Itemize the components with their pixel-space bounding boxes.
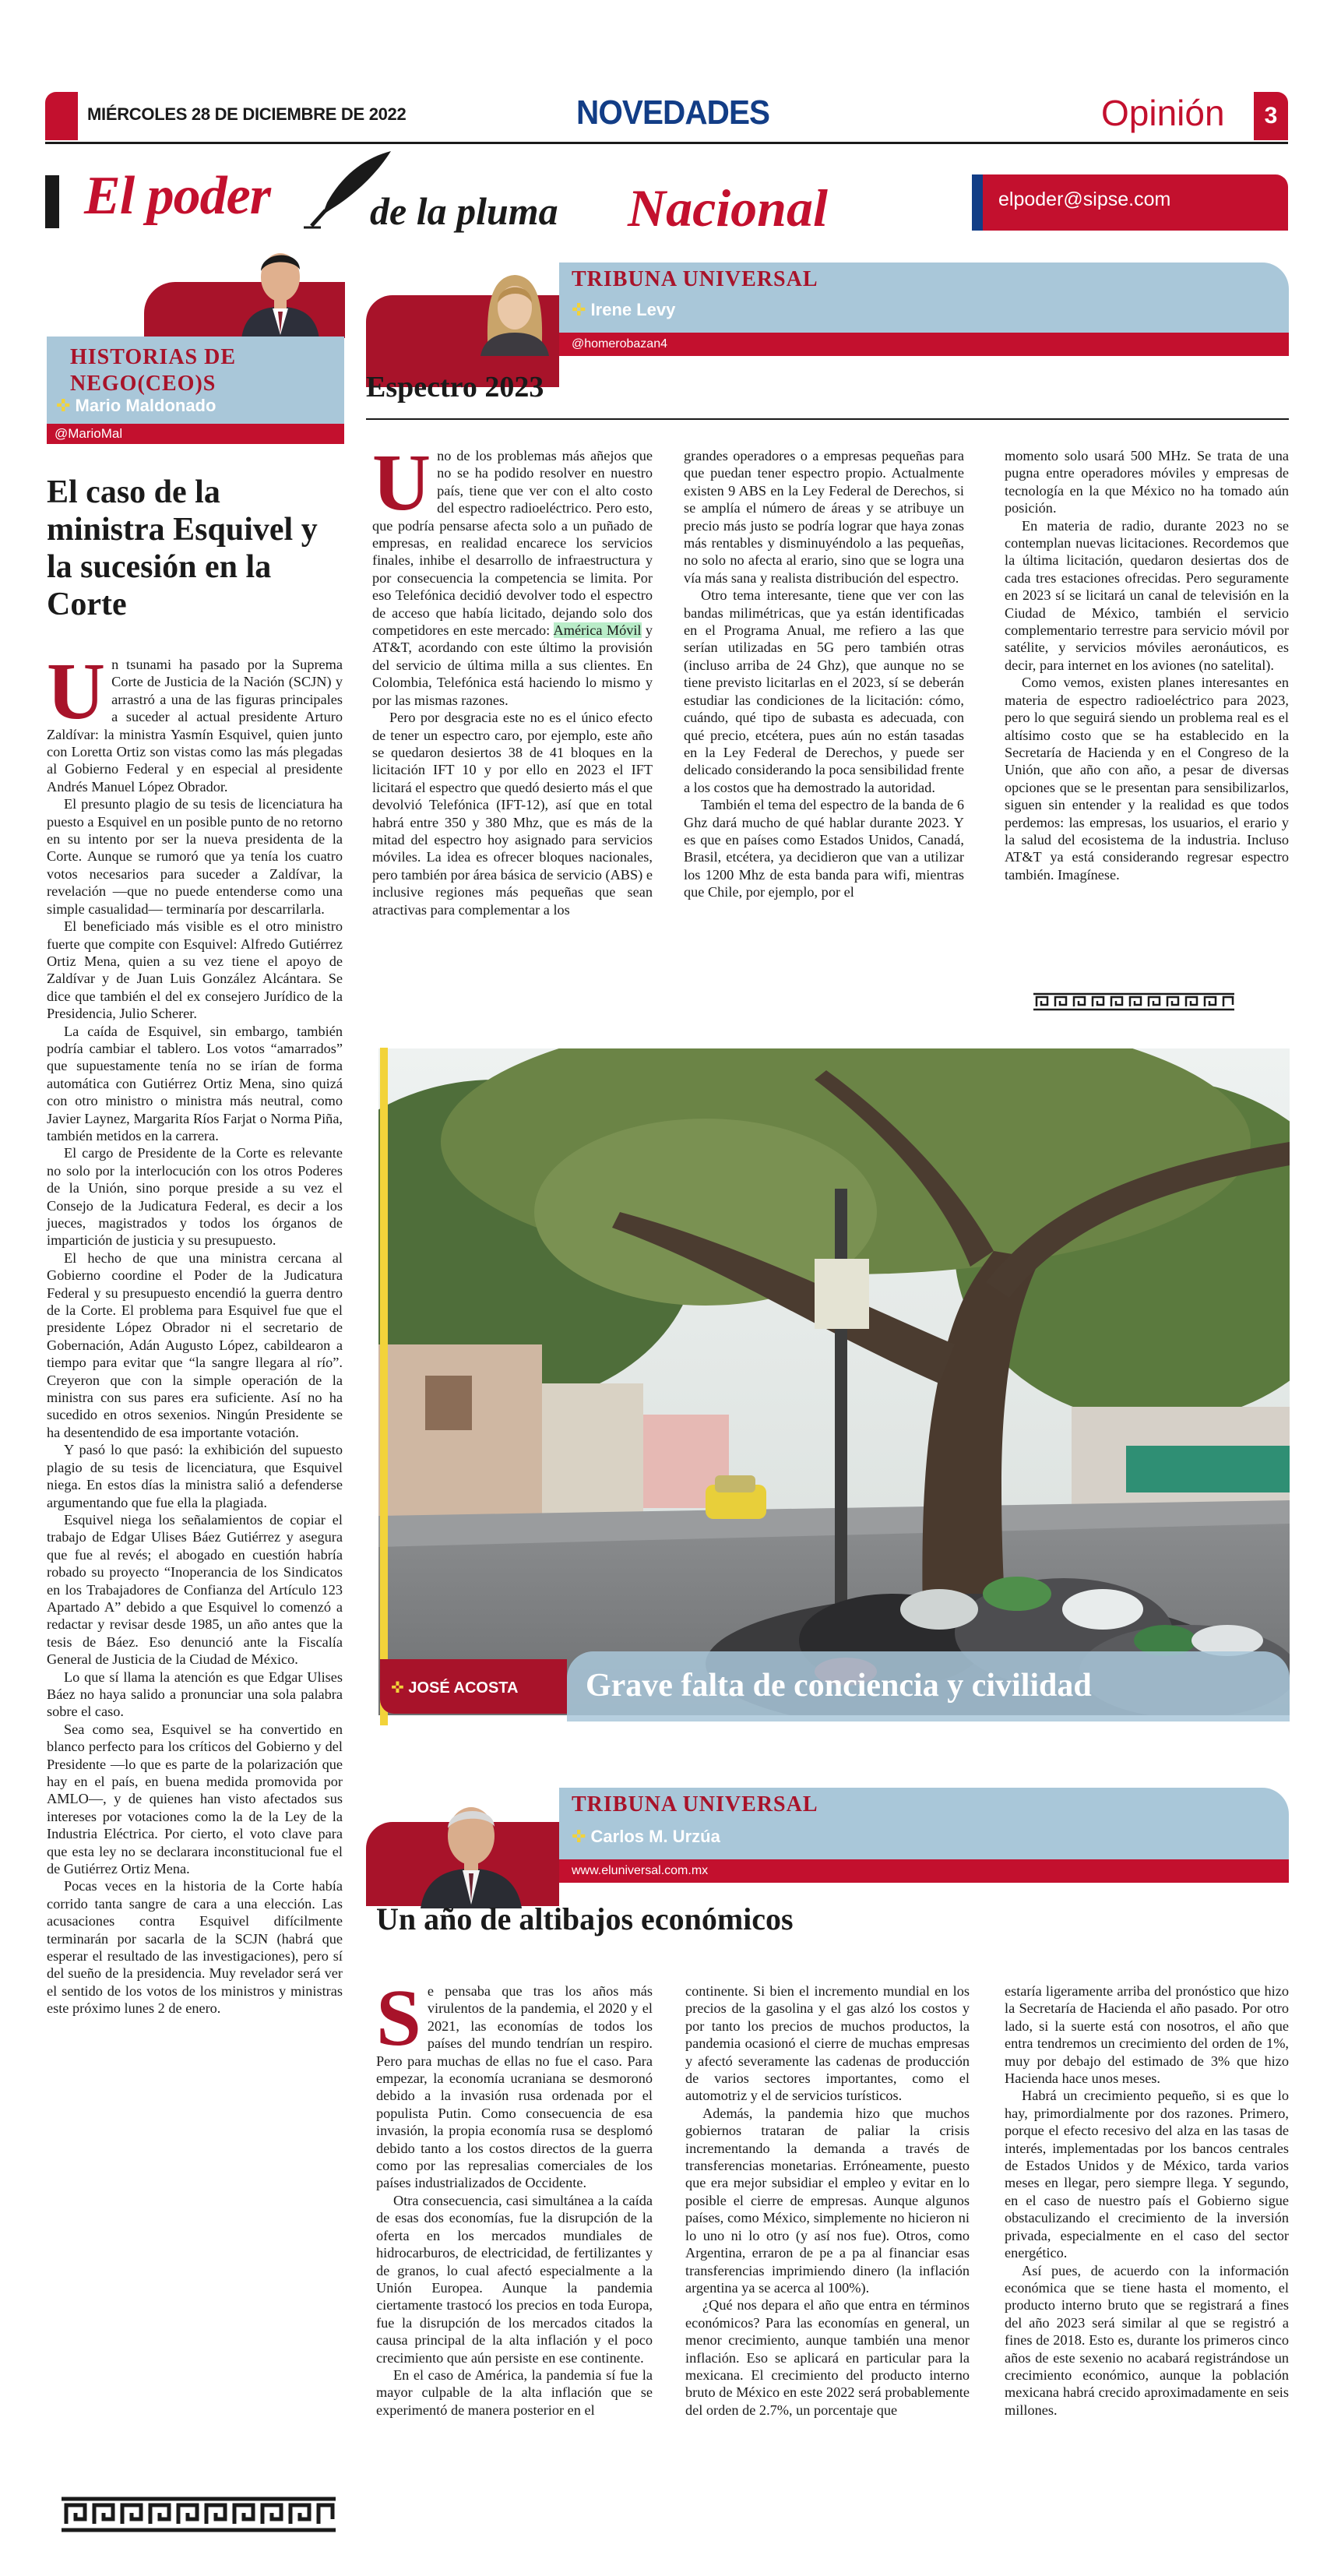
- paragraph: continente. Si bien el incremento mundial en los precios de la gasolina y el gas alzó los costos y por tanto los precios de muchos productos, la pandemia ocasionó el cierre de muchas empresas y afectó severamente las cadenas de producción de varios sectores importantes, como el automotriz y el de servicios turísticos.: [685, 1983, 970, 2104]
- ornament-small-icon: [1032, 991, 1236, 1013]
- header-accent-left: [45, 92, 78, 140]
- top-article-col-1: [372, 438, 653, 918]
- photo-frame-accent: [380, 1048, 388, 1725]
- column-series-title: TRIBUNA UNIVERSAL: [572, 1792, 818, 1817]
- author-portrait-maldonado: [234, 234, 327, 339]
- bullet-icon: ✜: [56, 396, 76, 415]
- paragraph: Pero por desgracia este no es el único efecto de tener un espectro caro, por ejemplo, este año se quedaron desiertos 38 de 41 bloques en la licitación IFT 10 y por ello en 2023 el IFT licitará el espectro que quedó desierto más el que devolvió Telefónica (IFT-12), así que en total habrá entre 350 y 380 Mhz, que es más de la mitad del espectro hoy asignado para servicios móviles. La idea es ofrecer bloques nacionales, pero también por área básica de servicio (ABS) e inclusive regiones más pequeñas que sean atractivas para complementar a los: [372, 710, 653, 918]
- top-article-col-2: [684, 447, 964, 901]
- category-label: Opinión: [1101, 93, 1225, 133]
- paragraph: El presunto plagio de su tesis de licenciatura ha puesto a Esquivel en un posible punto de no retorno en su intento por ser la nueva presidenta de la Corte. Aunque se rumoró que ya tenía los cuatro votos necesarios para suceder a Zaldívar, la revelación —que no puede entenderse como una simple casualidad— terminaría por descarrilarla.: [47, 796, 343, 917]
- highlighted-text[interactable]: América Móvil: [553, 622, 642, 639]
- paragraph: [372, 438, 653, 709]
- section-title: NOVEDADES: [576, 93, 770, 132]
- author-box-maldonado: [47, 337, 344, 424]
- masthead-el-poder: El poder: [84, 166, 270, 226]
- top-article-col-3: [1005, 447, 1289, 883]
- paragraph: momento solo usará 500 MHz. Se trata de una pugna entre operadores móviles y empresas de tecnología en la que México no ha tomado aún posición.: [1005, 448, 1289, 516]
- paragraph: En materia de radio, durante 2023 no se contemplan nuevas licitaciones. Recordemos que la última licitación, quedaron desiertas dos de cada tres estaciones ofrecidas. Pero seguramente en 2023 sí se licitará un canal de televisión en la Ciudad de México, también el servicio complementario terrestre para servicio móvil por satélite, y servicios móviles aeronáuticos, es decir, para internet en los aviones (no satelital).: [1005, 517, 1289, 673]
- author-handle[interactable]: @homerobazan4: [559, 333, 1289, 356]
- paragraph-text: n tsunami ha pasado por la Suprema Corte de Justicia de la Nación (SCJN) y arrastró a una de las figuras principales a suceder al actual presidente Arturo Zaldívar: la ministra Yasmín Esquivel, quien junto con Loretta Ortiz son vistas como las más plegadas al Gobierno Federal y en especial al presidente Andrés Manuel López Obrador.: [47, 657, 343, 795]
- author-name-text: Carlos M. Urzúa: [590, 1827, 720, 1846]
- paragraph: El beneficiado más visible es el otro ministro fuerte que compite con Esquivel: Alfredo Gutiérrez Ortiz Mena, quien a su vez tiene el apoyo de Zaldívar y de Juan Luis González Alcántara. Se dice que también el del ex consejero Jurídico de la Presidencia, Julio Scherer.: [47, 918, 343, 1022]
- masthead-bar: [45, 175, 59, 228]
- paragraph: Otro tema interesante, tiene que ver con las bandas milimétricas, que ya están identificadas en el Programa Anual, me refiero a las que serían utilizadas en 5G pero también otras (incluso arriba de 24 Ghz), que aunque no se tiene previsto licitarlas en el 2023, sí se deberán estudiar las condiciones de la licitación: cómo, cuándo, qué tipo de subasta es adecuada, con qué precio, etcétera, pues aún no están tasadas en la Ley Federal de Derechos, y puede ser delicado considerando la poca sensibilidad frente a los costos que ha demostrado la autoridad.: [684, 587, 964, 795]
- bottom-article-col-1: [376, 1973, 653, 2419]
- ornament-greek-key-icon: [58, 2493, 339, 2536]
- masthead-nacional: Nacional: [628, 178, 828, 238]
- paragraph: [376, 1973, 653, 2192]
- bullet-icon: ✜: [391, 1679, 409, 1697]
- paragraph: También el tema del espectro de la banda de 6 Ghz dará mucho de qué hablar durante 2023. Y es que en países como Estados Unidos, Canadá, Brasil, etcétera, ya decidieron que van a utilizar los 1200 Mhz de esta banda para wifi, mientras que Chile, por ejemplo, por el: [684, 797, 964, 900]
- paragraph: Habrá un crecimiento pequeño, si es que lo hay, primordialmente por dos razones. Primero, porque el efecto recesivo del alza en las tasas de interés, implementadas por los bancos centrales de Estados Unidos y de México, tarda varios meses en llegar, pero siempre llega. Y segundo, en el caso de nuestro país el Gobierno sigue obstaculizando el crecimiento de la inversión privada, especialmente en el caso del sector energético.: [1005, 2088, 1289, 2261]
- bottom-headline: Un año de altibajos económicos: [376, 1901, 794, 1936]
- paragraph: grandes operadores o a empresas pequeñas para que puedan tener espectro propio. Actualmente existen 9 ABS en la Ley Federal de Derechos, si se amplía el número de áreas y se atribuye un precio más justo se podría lograr que haya zonas más rentables y disminuyéndolo a las pequeñas, no solo no afecta al erario, sino que se logra una vía más sana y realista distribución del espectro.: [684, 448, 964, 586]
- masthead-de-la-pluma: de la pluma: [370, 189, 558, 233]
- photo-credit-text: JOSÉ ACOSTA: [408, 1679, 519, 1697]
- street-garbage-photo: [378, 1048, 1290, 1715]
- author-name-text: Mario Maldonado: [75, 396, 216, 415]
- paragraph-text: e pensaba que tras los años más virulentos de la pandemia, el 2020 y el 2021, las economías de todos los países del mundo tendrían un respiro. Pero para muchas de ellas no fue el caso. Para empezar, la economía ucraniana se desmoronó debido a la invasión rusa ordenada por el populista Putin. Como consecuencia de esa invasión, la propia economía rusa se desplomó debido tanto a los costos directos de la guerra como por las represalias comerciales de los países industrializados de Occidente.: [376, 1983, 653, 2191]
- paragraph: estaría ligeramente arriba del pronóstico que hizo la Secretaría de Hacienda el año pasado. Por otro lado, si la suerte está con nosotros, el año que entra tendremos un crecimiento del orden de 1%, muy por debajo del estimado de 3% que hizo Hacienda hace unos meses.: [1005, 1983, 1289, 2087]
- left-headline: El caso de la ministra Esquivel y la sucesión en la Corte: [47, 474, 318, 622]
- paragraph: Y pasó lo que pasó: la exhibición del supuesto plagio de su tesis de licenciatura, que Esquivel niega. En estos días la ministra salió a defenderse argumentando que fue ella la plagiada.: [47, 1442, 343, 1510]
- drop-cap: U: [47, 647, 106, 736]
- paragraph: Así pues, de acuerdo con la información económica que se tiene hasta el momento, el producto interno bruto que se registrará a fines del año 2023 será similar al que se registró a fines de 2018. Esto es, durante los primeros cinco años de este sexenio no acabará registrándose un crecimiento económico, aunque la población mexicana habrá crecido aproximadamente en seis millones.: [1005, 2262, 1289, 2418]
- header-rule: [45, 142, 1288, 144]
- paragraph: La caída de Esquivel, sin embargo, también podría cambiar el tablero. Los votos “amarrados” que supuestamente tenía no se irían de forma automática con Gutiérrez Ortiz Mena, sino quizá con otro ministro o ministra más neutral, como Javier Laynez, Margarita Ríos Farjat o Norma Piña, también metidos en la carrera.: [47, 1023, 343, 1144]
- page-number: 3: [1254, 92, 1288, 140]
- paragraph: Sea como sea, Esquivel se ha convertido en blanco perfecto para los críticos del Gobierno y del Presidente —lo que es parte de la polarización que hay en el país, en buena medida promovida por AMLO—, y de quienes han visto afectados sus intereses por votaciones como la de la Ley de la Industria Eléctrica. Por cierto, el voto clave para que esta ley no se declarara inconstitucional fue el de Gutiérrez Ortiz Mena.: [47, 1721, 343, 1877]
- author-handle[interactable]: @MarioMal: [47, 424, 344, 444]
- author-handle[interactable]: www.eluniversal.com.mx: [559, 1859, 1289, 1883]
- bullet-icon: ✜: [572, 300, 591, 319]
- photo-credit: [380, 1659, 567, 1714]
- drop-cap: S: [376, 1973, 421, 2063]
- paragraph: El hecho de que una ministra cercana al Gobierno coordine el Poder de la Judicatura Federal y su presupuesto encendió la guerra dentro de la Corte. El problema para Esquivel fue que el presidente López Obrador ni el secretario de Gobernación, Adán Augusto López, cabildearon a tiempo para evitar que “la sangre llegara al río”. Creyeron que con la simple operación de la ministra con sus pares era suficiente. Así no ha sucedido en otros sexenios. Ningún Presidente se ha desentendido de esa importante votación.: [47, 1249, 343, 1440]
- paragraph: Como vemos, existen planes interesantes en materia de espectro radioeléctrico para 2023, pero lo que seguirá siendo un problema real es el altísimo costo que se ha establecido en la Secretaría de Hacienda y en el Congreso de la Unión, que año con año, a pesar de diversas opciones que se le presentan para sensibilizarlos, siguen sin entender y la realidad es que todos perdemos: las empresas, los usuarios, el erario y la salud del ecosistema de la industria. Incluso AT&T ya está considerando regresar espectro también. Imagínese.: [1005, 675, 1289, 883]
- paragraph: Pocas veces en la historia de la Corte había corrido tanta sangre de cara a una elección. Las acusaciones contra Esquivel difícilmente terminarán por sacarla de la SCJN (habrá que esperar el resultado de las investigaciones), pero sí del sueño de la presidencia. Muy revelador será ver el sentido de los votos de los ministros y ministras este próximo lunes 2 de enero.: [47, 1878, 343, 2017]
- author-name: [559, 300, 675, 320]
- bottom-article-col-2: [685, 1982, 970, 2419]
- contact-email[interactable]: elpoder@sipse.com: [972, 174, 1288, 231]
- issue-date: MIÉRCOLES 28 DE DICIEMBRE DE 2022: [87, 104, 407, 124]
- author-portrait-urzua: [413, 1788, 530, 1908]
- paragraph: Esquivel niega los señalamientos de copiar el trabajo de Edgar Ulises Báez Gutiérrez y asegura que fue al revés; el abogado en cuestión habría robado su proyecto “Inoperancia de los Sindicatos en los Trabajadores de Confianza del Artículo 123 Apartado A” debido a que Esquivel lo comenzó a redactar y revisar desde 1985, un año antes que la tesis de Báez. Eso denunció ante la Fiscalía General de Justicia de la Ciudad de México.: [47, 1511, 343, 1668]
- paragraph: Además, la pandemia hizo que muchos gobiernos trataran de paliar la crisis incrementando la demanda a través de transferencias monetarias. Erróneamente, puesto que era mejor subsidiar el empleo y evitar en lo posible el cierre de empresas. Aunque algunos países, como México, simplemente no hicieron ni lo uno ni lo otro (y así nos fue). Otros, como Argentina, erraron de pe a pa al financiar esas transferencias imprimiendo dinero (la inflación argentina ya se acerca al 100%).: [685, 2105, 970, 2296]
- paragraph: El cargo de Presidente de la Corte es relevante no solo por la interlocución con los otros Poderes de la Unión, sino porque preside a su vez el Consejo de la Judicatura Federal, es decir a los jueces, magistrados y todos los órganos de impartición de justicia y su presupuesto.: [47, 1145, 343, 1249]
- paragraph: Lo que sí llama la atención es que Edgar Ulises Báez no haya salido a pronunciar una sola palabra sobre el caso.: [47, 1669, 343, 1720]
- paragraph: En el caso de América, la pandemia sí fue la mayor culpable de la alta inflación que se experimentó de manera posterior en el: [376, 2366, 653, 2418]
- left-article-body: [47, 647, 343, 2017]
- column-series-title: TRIBUNA UNIVERSAL: [572, 267, 818, 291]
- author-name-text: Irene Levy: [590, 300, 676, 319]
- paragraph: Otra consecuencia, casi simultánea a la caída de esas dos economías, fue la disrupción de la oferta en los mercados mundiales de hidrocarburos, de electricidad, de fertilizantes y de granos, lo cual afectó especialmente a la Unión Europea. Aunque la pandemia ciertamente trastocó los precios en toda Europa, fue la disrupción de los mercados citados la causa principal de la alta inflación y el poco crecimiento que aún persiste en ese continente.: [376, 2192, 653, 2366]
- drop-cap: U: [372, 438, 431, 527]
- column-series-title: HISTORIAS DE NEGO(CEO)S: [70, 345, 237, 396]
- author-name: [559, 1827, 720, 1847]
- author-portrait-levy: [471, 263, 558, 356]
- paragraph: [47, 647, 343, 795]
- bottom-article-col-3: [1005, 1982, 1289, 2419]
- author-name: [56, 396, 216, 416]
- paragraph-text: no de los problemas más añejos que no se ha podido resolver en nuestro país, tiene que ver con el alto costo del espectro radioeléctrico. Pero esto, que podría pensarse afecta solo a un puñado de empresas, en realidad encarece los servicios finales, inhibe el desarrollo de infraestructura y por consecuencia la competencia se limita. Por eso Telefónica decidió devolver todo el espectro de acceso que había licitado, dejando solo dos competidores en este mercado:: [372, 448, 653, 639]
- photo-caption: Grave falta de conciencia y civilidad: [586, 1668, 1092, 1704]
- bullet-icon: ✜: [572, 1827, 591, 1846]
- top-headline: Espectro 2023: [366, 371, 544, 403]
- headline-rule: [366, 418, 1289, 420]
- paragraph: ¿Qué nos depara el año que entra en términos económicos? Para las economías en general, un menor crecimiento, aunque también una menor inflación. Eso se aplicará en particular para la mexicana. El crecimiento del producto interno bruto de México en este 2022 será probablemente del orden de 2.7%, un porcentaje que: [685, 2297, 970, 2418]
- paragraph-text: y AT&T, acordando con este último la provisión del servicio de última milla a sus clientes. En Colombia, Telefónica está haciendo lo mismo y por las mismas razones.: [372, 622, 653, 708]
